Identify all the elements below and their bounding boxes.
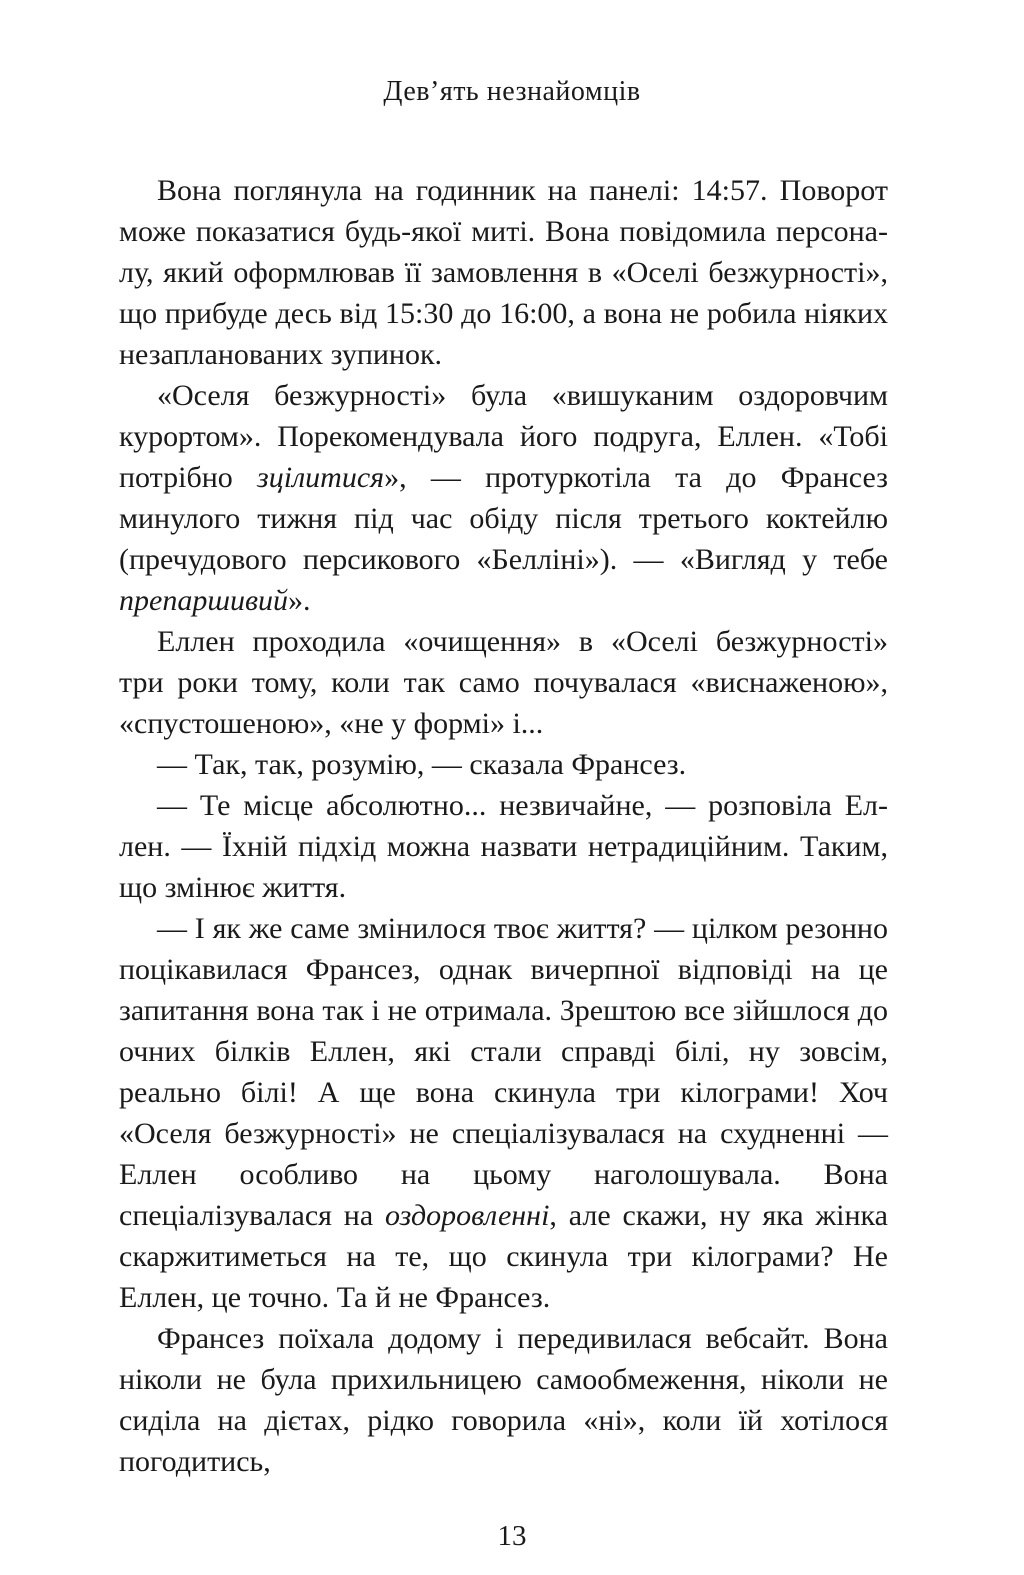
paragraph-1 xyxy=(119,170,888,375)
body-text xyxy=(119,170,888,1482)
paragraph-5 xyxy=(119,785,888,908)
page-number: 13 xyxy=(497,1520,527,1552)
italic-word: оздоровленні xyxy=(385,1199,550,1232)
paragraph-text: », — протуркотіла та до Франсез минулого тижня під час обіду після третього коктейлю (пречудового персикового «Белліні»). — «Вигляд у тебе xyxy=(119,461,888,576)
running-title: Дев’ять незнайомців xyxy=(383,76,641,107)
paragraph-text: — І як же саме змінилося твоє життя? — цілком резонно поцікавилася Франсез, однак вичерпної відповіді на це запитання вона так і не отримала. Зрештою все зійшлося до очних білків Еллен, які стали справді білі, ну зовсім, реально білі! А ще вона скинула три кілограми! Хоч «Оселя безжурності» не спеціалізувалася на схудненні — Еллен особливо на цьому наголошувала. Вона спеціалізувалася на xyxy=(119,912,888,1232)
paragraph-4 xyxy=(119,744,888,785)
paragraph-text: , але скажи, ну яка жінка скаржитиметься на те, що скинула три кілограми? Не Еллен, це точно. Та й не Франсез. xyxy=(119,1199,888,1314)
paragraph-text: — Так, так, розумію, — сказала Франсез. xyxy=(157,748,687,781)
paragraph-text: — Те місце абсолютно... незвичайне, — розповіла Еллен. — Їхній підхід можна назвати нетрадиційним. Таким, що змінює життя. xyxy=(119,789,888,904)
paragraph-text: Франсез поїхала додому і передивилася вебсайт. Вона ніколи не була прихильницею самообмеження, ніколи не сиділа на дієтах, рідко говорила «ні», коли їй хотілося погодитись, xyxy=(119,1322,888,1478)
italic-word: препаршивий xyxy=(119,584,288,617)
paragraph-text: ». xyxy=(287,584,311,617)
paragraph-6 xyxy=(119,908,888,1318)
italic-word: зцілитися xyxy=(257,461,385,494)
paragraph-text: Еллен проходила «очищення» в «Оселі безжурності» три роки тому, коли так само почувалася «виснаженою», «спустошеною», «не у формі» і... xyxy=(119,625,888,740)
paragraph-7 xyxy=(119,1318,888,1482)
paragraph-3 xyxy=(119,621,888,744)
paragraph-text: «Оселя безжурності» була «вишуканим оздоровчим курортом». Порекомендувала його подруга, Еллен. «Тобі потрібно xyxy=(119,379,888,494)
paragraph-2 xyxy=(119,375,888,621)
paragraph-text: Вона поглянула на годинник на панелі: 14:57. Поворот може показатися будь-якої миті. Вона повідомила персоналу, який оформлював її замовлення в «Оселі безжурності», що прибуде десь від 15:30 до 16:00, а вона не робила ніяких незапланованих зупинок. xyxy=(119,174,888,371)
